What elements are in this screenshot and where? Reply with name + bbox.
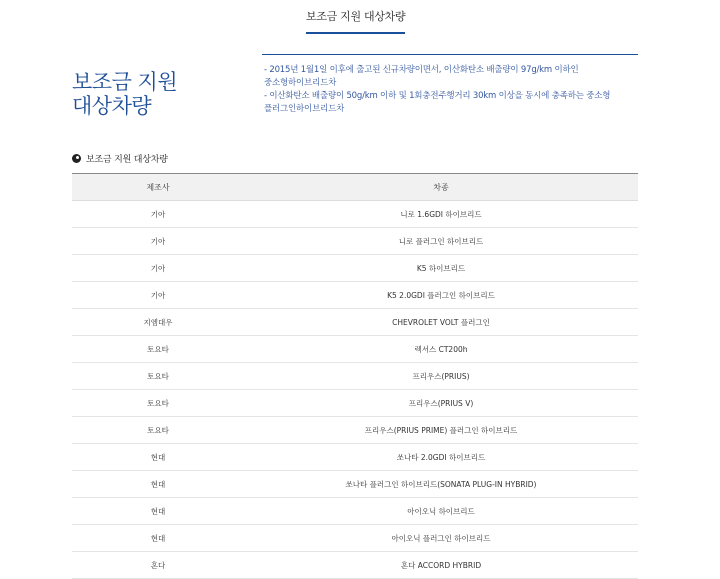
tab-subsidy-vehicles[interactable]: 보조금 지원 대상차량 (306, 8, 405, 34)
cell-manufacturer: 기아 (72, 201, 244, 228)
table-row (72, 201, 638, 228)
cell-manufacturer: 토요타 (72, 417, 244, 444)
section-heading (72, 152, 168, 165)
section-heading-text: 보조금 지원 대상차량 (86, 155, 168, 165)
table-row (72, 228, 638, 255)
page-title-line2: 대상차량 (72, 94, 152, 119)
table-row (72, 363, 638, 390)
table-row (72, 390, 638, 417)
cell-model: 니로 1.6GDI 하이브리드 (244, 201, 638, 228)
cell-manufacturer: 기아 (72, 255, 244, 282)
cell-manufacturer: 지엠대우 (72, 309, 244, 336)
table-row (72, 336, 638, 363)
cell-model: 아이오닉 하이브리드 (244, 498, 638, 525)
header-manufacturer: 제조사 (72, 174, 244, 201)
table-row (72, 444, 638, 471)
table-row (72, 282, 638, 309)
cell-model: 프리우스(PRIUS V) (244, 390, 638, 417)
table-row (72, 309, 638, 336)
note2-line2: 플러그인하이브리드차 (264, 104, 345, 114)
eligibility-notes (264, 64, 636, 116)
cell-manufacturer: 토요타 (72, 390, 244, 417)
cell-model: 렉서스 CT200h (244, 336, 638, 363)
table-row (72, 552, 638, 579)
cell-model: 아이오닉 플러그인 하이브리드 (244, 525, 638, 552)
header-model: 차종 (244, 174, 638, 201)
bullet-icon (72, 154, 81, 163)
cell-model: 니로 플러그인 하이브리드 (244, 228, 638, 255)
note1-line1: - 2015년 1월1일 이후에 출고된 신규차량이면서, 이산화탄소 배출량이 97g/km 이하인 (264, 65, 579, 75)
table-row (72, 417, 638, 444)
page-title-line1: 보조금 지원 (72, 70, 178, 95)
cell-manufacturer: 혼다 (72, 552, 244, 579)
cell-manufacturer: 현대 (72, 444, 244, 471)
note2-line1: - 이산화탄소 배출량이 50g/km 이하 및 1회충전주행거리 30km 이상을 동시에 충족하는 중소형 (264, 91, 611, 101)
cell-model: CHEVROLET VOLT 플러그인 (244, 309, 638, 336)
cell-manufacturer: 현대 (72, 525, 244, 552)
table-row (72, 255, 638, 282)
cell-model: 프리우스(PRIUS) (244, 363, 638, 390)
table-row (72, 525, 638, 552)
cell-model: 쏘나타 2.0GDI 하이브리드 (244, 444, 638, 471)
table-row (72, 498, 638, 525)
table-row (72, 471, 638, 498)
title-divider (262, 54, 638, 55)
vehicle-table (72, 173, 638, 579)
page-title (72, 70, 177, 118)
cell-model: 혼다 ACCORD HYBRID (244, 552, 638, 579)
cell-manufacturer: 기아 (72, 228, 244, 255)
cell-manufacturer: 토요타 (72, 336, 244, 363)
cell-model: 쏘나타 플러그인 하이브리드(SONATA PLUG-IN HYBRID) (244, 471, 638, 498)
cell-model: 프리우스(PRIUS PRIME) 플러그인 하이브리드 (244, 417, 638, 444)
cell-model: K5 2.0GDI 플러그인 하이브리드 (244, 282, 638, 309)
cell-manufacturer: 기아 (72, 282, 244, 309)
table-header-row (72, 174, 638, 201)
cell-manufacturer: 현대 (72, 471, 244, 498)
cell-model: K5 하이브리드 (244, 255, 638, 282)
note1-line2: 중소형하이브리드차 (264, 78, 337, 88)
cell-manufacturer: 현대 (72, 498, 244, 525)
cell-manufacturer: 토요타 (72, 363, 244, 390)
